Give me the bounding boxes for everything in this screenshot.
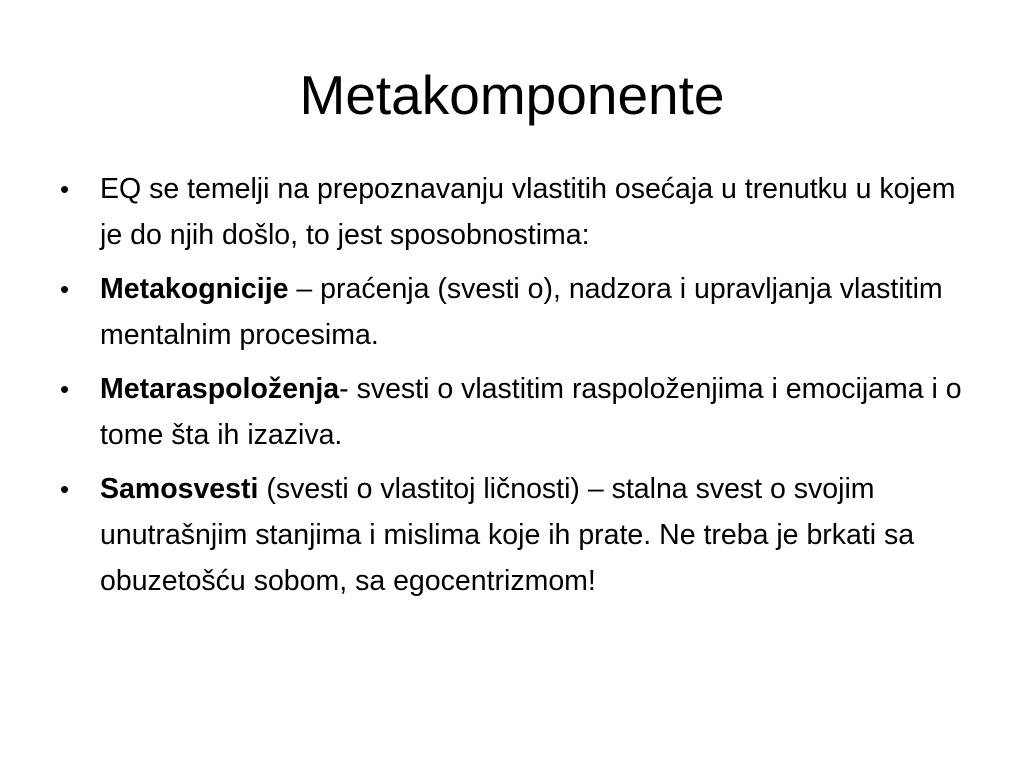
bullet-item-metakognicije	[58, 266, 963, 358]
bullet-icon: •	[60, 274, 70, 304]
bullet-item-metaraspolozenja	[58, 366, 963, 458]
bullet-text: – praćenja (svesti o), nadzora i upravljanja vlastitim mentalnim procesima.	[100, 273, 943, 351]
bullet-icon: •	[60, 174, 70, 204]
bullet-list	[58, 166, 963, 612]
bullet-term: Metakognicije	[100, 273, 289, 305]
bullet-text: - svesti o vlastitim raspoloženjima i emocijama i o tome šta ih izaziva.	[100, 373, 962, 451]
bullet-icon: •	[60, 374, 70, 404]
bullet-item-samosvesti	[58, 466, 963, 604]
bullet-text: (svesti o vlastitoj ličnosti) – stalna svest o svojim unutrašnjim stanjima i mislima koje ih prate. Ne treba je brkati sa obuzetošću sobom, sa egocentrizmom!	[100, 473, 915, 597]
bullet-item-eq	[58, 166, 963, 258]
slide-title: Metakomponente	[299, 64, 725, 126]
bullet-term: Samosvesti	[100, 473, 259, 505]
bullet-term: Metaraspoloženja	[100, 373, 340, 405]
bullet-text: EQ se temelji na prepoznavanju vlastitih osećaja u trenutku u kojem je do njih došlo, to jest sposobnostima:	[100, 173, 956, 251]
bullet-icon: •	[60, 474, 70, 504]
